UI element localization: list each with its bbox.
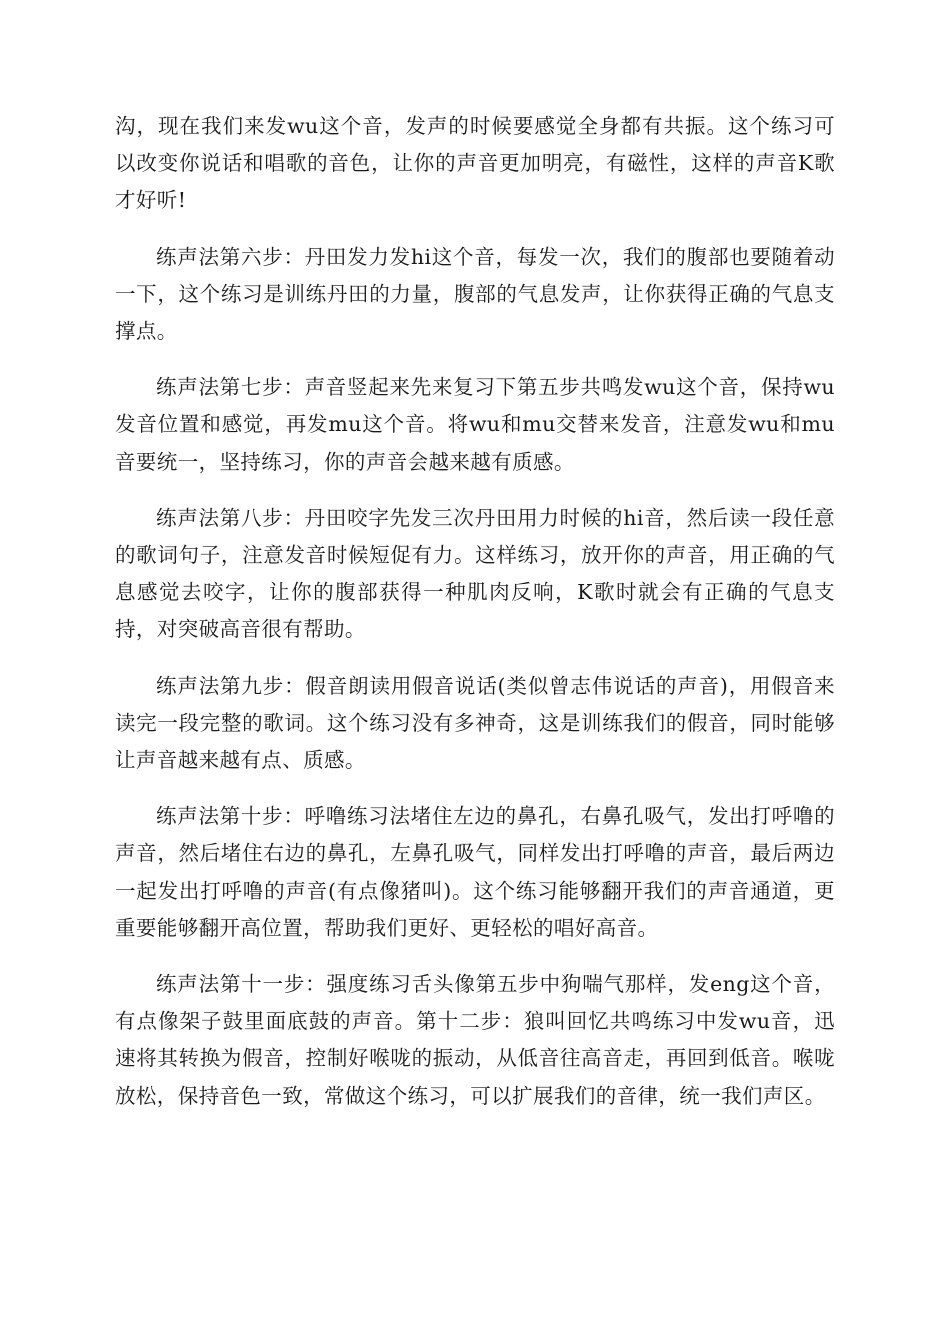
paragraph-continuation: 沟，现在我们来发wu这个音，发声的时候要感觉全身都有共振。这个练习可以改变你说话和唱歌的音色，让你的声音更加明亮，有磁性，这样的声音K歌才好听! — [115, 114, 835, 213]
paragraph-step-10: 练声法第十步：呼噜练习法堵住左边的鼻孔，右鼻孔吸气，发出打呼噜的声音，然后堵住右边的鼻孔，左鼻孔吸气，同样发出打呼噜的声音，最后两边一起发出打呼噜的声音(有点像猪叫)。这个练习能够翻开我们的声音通道，更重要能够翻开高位置，帮助我们更好、更轻松的唱好高音。 — [115, 804, 835, 940]
paragraph-step-9: 练声法第九步：假音朗读用假音说话(类似曾志伟说话的声音)，用假音来读完一段完整的歌词。这个练习没有多神奇，这是训练我们的假音，同时能够让声音越来越有点、质感。 — [115, 673, 835, 773]
document-body — [115, 108, 835, 1134]
paragraph-step-11-12: 练声法第十一步：强度练习舌头像第五步中狗喘气那样，发eng这个音，有点像架子鼓里面底鼓的声音。第十二步：狼叫回忆共鸣练习中发wu音，迅速将其转换为假音，控制好喉咙的振动，从低音往高音走，再回到低音。喉咙放松，保持音色一致，常做这个练习，可以扩展我们的音律，统一我们声区。 — [115, 972, 835, 1108]
paragraph-step-6: 练声法第六步：丹田发力发hi这个音，每发一次，我们的腹部也要随着动一下，这个练习是训练丹田的力量，腹部的气息发声，让你获得正确的气息支撑点。 — [115, 244, 835, 344]
paragraph-step-8: 练声法第八步：丹田咬字先发三次丹田用力时候的hi音，然后读一段任意的歌词句子，注意发音时候短促有力。这样练习，放开你的声音，用正确的气息感觉去咬字，让你的腹部获得一种肌肉反响，K歌时就会有正确的气息支持，对突破高音很有帮助。 — [115, 505, 835, 642]
paragraph-step-7: 练声法第七步：声音竖起来先来复习下第五步共鸣发wu这个音，保持wu发音位置和感觉，再发mu这个音。将wu和mu交替来发音，注意发wu和mu音要统一，坚持练习，你的声音会越来越有质感。 — [115, 375, 835, 474]
